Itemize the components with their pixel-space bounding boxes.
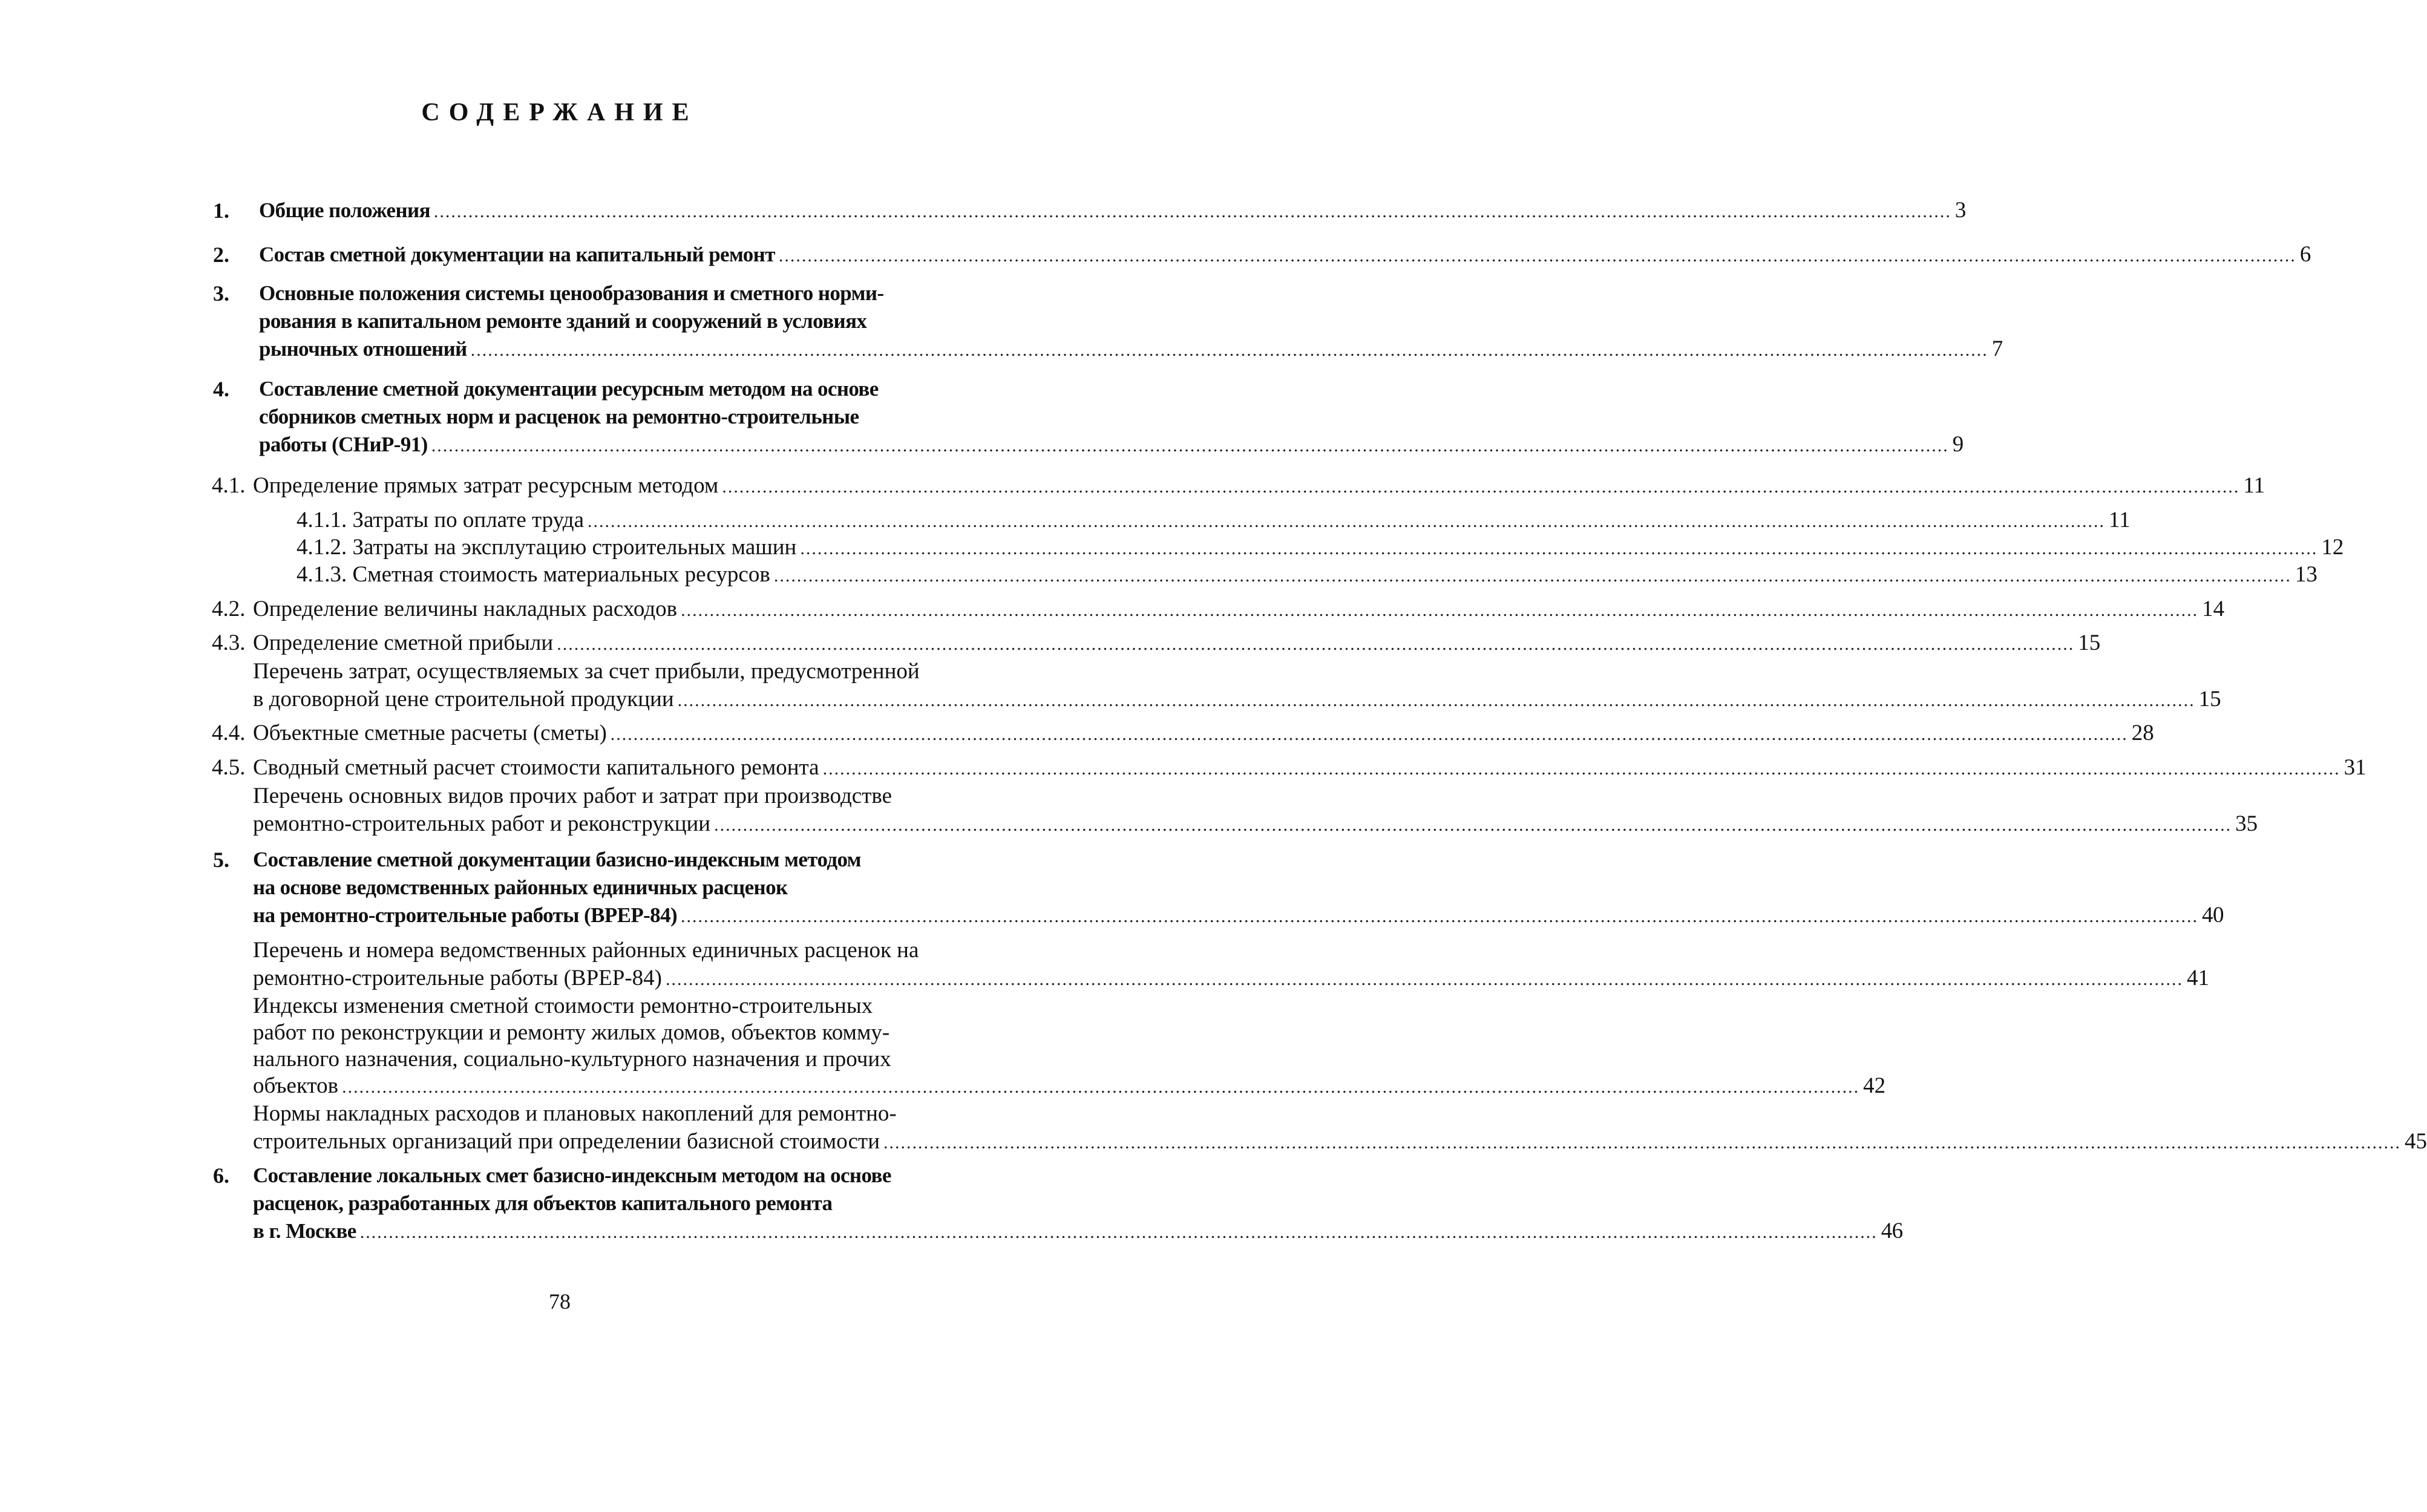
dot-leader: ........................................................................................................................................................................................................................................................................ bbox=[431, 436, 1949, 456]
toc-entry-title-line: нального назначения, социально-культурного назначения и прочих bbox=[253, 1047, 891, 1072]
toc-entry-page: 11 bbox=[2243, 473, 2265, 498]
dot-leader: ........................................................................................................................................................................................................................................................................ bbox=[588, 511, 2106, 531]
dot-leader: ........................................................................................................................................................................................................................................................................ bbox=[800, 538, 2318, 558]
dot-leader: ........................................................................................................................................................................................................................................................................ bbox=[665, 969, 2183, 989]
toc-entry-number: 4.1. bbox=[212, 473, 246, 498]
dot-leader: ........................................................................................................................................................................................................................................................................ bbox=[557, 634, 2075, 654]
toc-entry-page: 31 bbox=[2343, 755, 2366, 780]
toc-entry-title-line: в договорной цене строительной продукции bbox=[253, 687, 674, 712]
toc-entry-title-line: объектов bbox=[253, 1073, 339, 1098]
toc-entry-number: 4.2. bbox=[212, 597, 246, 621]
toc-entry-number: 5. bbox=[213, 848, 229, 872]
dot-leader: ........................................................................................................................................................................................................................................................................ bbox=[778, 246, 2296, 266]
dot-leader: ........................................................................................................................................................................................................................................................................ bbox=[677, 690, 2195, 710]
toc-entry-title-line: Определение величины накладных расходов bbox=[253, 597, 678, 621]
toc-entry-title-line: 4.1.1. Затраты по оплате труда bbox=[296, 508, 585, 532]
toc-entry-page: 42 bbox=[1863, 1073, 1886, 1098]
toc-entry-title-line: ремонтно-строительные работы (ВРЕР-84) bbox=[253, 966, 662, 990]
toc-entry-page: 15 bbox=[2078, 630, 2101, 655]
toc-entry-page: 3 bbox=[1954, 198, 1966, 223]
page-title: СОДЕРЖАНИЕ bbox=[421, 99, 698, 126]
toc-entry-number: 2. bbox=[213, 243, 229, 267]
toc-entry-page: 28 bbox=[2131, 721, 2154, 745]
dot-leader: ........................................................................................................................................................................................................................................................................ bbox=[722, 477, 2240, 497]
toc-entry-page: 6 bbox=[2299, 242, 2311, 267]
toc-entry-page: 45 bbox=[2405, 1129, 2427, 1154]
toc-entry-title-line: Сводный сметный расчет стоимости капитального ремонта bbox=[253, 755, 819, 780]
dot-leader: ........................................................................................................................................................................................................................................................................ bbox=[470, 340, 1988, 360]
toc-entry-title-line: рования в капитальном ремонте зданий и сооружений в условиях bbox=[259, 309, 867, 333]
toc-entry-title-line: работы (СНиР-91) bbox=[259, 433, 428, 456]
dot-leader: ........................................................................................................................................................................................................................................................................ bbox=[342, 1077, 1860, 1097]
toc-entry-title-line: на основе ведомственных районных единичных расценок bbox=[253, 875, 788, 899]
dot-leader: ........................................................................................................................................................................................................................................................................ bbox=[433, 201, 1951, 221]
toc-entry-title-line: сборников сметных норм и расценок на ремонтно-строительные bbox=[259, 405, 859, 428]
toc-entry-number: 4.4. bbox=[212, 721, 246, 745]
toc-entry-title-line: Перечень затрат, осуществляемых за счет прибыли, предусмотренной bbox=[253, 659, 920, 684]
toc-entry-title-line: Определение прямых затрат ресурсным методом bbox=[253, 473, 719, 498]
dot-leader: ........................................................................................................................................................................................................................................................................ bbox=[681, 600, 2199, 620]
toc-entry-page: 9 bbox=[1952, 432, 1964, 457]
toc-entry-number: 4.3. bbox=[212, 630, 246, 655]
toc-entry-title-line: Основные положения системы ценообразования и сметного норми- bbox=[259, 281, 884, 305]
toc-entry-title-line: рыночных отношений bbox=[259, 337, 467, 361]
toc-entry-page: 12 bbox=[2321, 535, 2344, 560]
toc-entry-page: 15 bbox=[2198, 687, 2221, 712]
toc-entry-title-line: Составление сметной документации ресурсным методом на основе bbox=[259, 377, 879, 401]
toc-entry-title-line: 4.1.2. Затраты на эксплутацию строительных машин bbox=[296, 535, 797, 560]
dot-leader: ........................................................................................................................................................................................................................................................................ bbox=[714, 815, 2232, 835]
toc-entry-title-line: расценок, разработанных для объектов капитального ремонта bbox=[253, 1191, 833, 1215]
toc-entry-title-line: Перечень основных видов прочих работ и затрат при производстве bbox=[253, 784, 893, 808]
toc-entry-title-line: ремонтно-строительных работ и реконструкции bbox=[253, 811, 711, 836]
dot-leader: ........................................................................................................................................................................................................................................................................ bbox=[773, 566, 2291, 586]
toc-entry-title-line: Индексы изменения сметной стоимости ремонтно-строительных bbox=[253, 993, 873, 1018]
toc-entry-title-line: Состав сметной документации на капитальный ремонт bbox=[259, 243, 775, 266]
toc-entry-title-line: Нормы накладных расходов и плановых накоплений для ремонтно- bbox=[253, 1101, 897, 1126]
toc-entry-page: 14 bbox=[2202, 597, 2225, 621]
toc-entry-page: 46 bbox=[1881, 1219, 1903, 1243]
toc-entry-title-line: Объектные сметные расчеты (сметы) bbox=[253, 721, 607, 745]
toc-entry-title-line: работ по реконструкции и ремонту жилых домов, объектов комму- bbox=[253, 1020, 890, 1045]
dot-leader: ........................................................................................................................................................................................................................................................................ bbox=[822, 759, 2340, 779]
toc-entry-title-line: Составление сметной документации базисно-индексным методом bbox=[253, 848, 861, 871]
toc-entry-title-line: строительных организаций при определении базисной стоимости bbox=[253, 1129, 880, 1154]
toc-entry-page: 11 bbox=[2109, 508, 2131, 532]
toc-entry-page: 41 bbox=[2186, 966, 2209, 990]
dot-leader: ........................................................................................................................................................................................................................................................................ bbox=[681, 906, 2199, 926]
dot-leader: ........................................................................................................................................................................................................................................................................ bbox=[610, 724, 2128, 744]
toc-entry-page: 40 bbox=[2202, 903, 2224, 928]
toc-entry-title-line: на ремонтно-строительные работы (ВРЕР-84) bbox=[253, 903, 678, 927]
toc-entry-number: 4.5. bbox=[212, 755, 246, 780]
toc-entry-title-line: 4.1.3. Сметная стоимость материальных ресурсов bbox=[296, 562, 770, 587]
toc-entry-title-line: в г. Москве bbox=[253, 1219, 356, 1243]
toc-entry-page: 13 bbox=[2294, 562, 2317, 587]
toc-entry-number: 4. bbox=[213, 377, 229, 401]
toc-entry-page: 35 bbox=[2235, 811, 2258, 836]
toc-entry-number: 3. bbox=[213, 281, 229, 306]
toc-entry-title-line: Перечень и номера ведомственных районных единичных расценок на bbox=[253, 938, 919, 963]
toc-entry-page: 7 bbox=[1991, 336, 2003, 361]
toc-entry-number: 6. bbox=[213, 1163, 229, 1188]
toc-entry-title-line: Составление локальных смет базисно-индексным методом на основе bbox=[253, 1163, 891, 1187]
dot-leader: ........................................................................................................................................................................................................................................................................ bbox=[359, 1222, 1878, 1242]
toc-entry-number: 1. bbox=[213, 198, 229, 223]
toc-entry-title-line: Общие положения bbox=[259, 198, 430, 222]
dot-leader: ........................................................................................................................................................................................................................................................................ bbox=[883, 1133, 2402, 1153]
page-number: 78 bbox=[549, 1289, 571, 1314]
toc-entry-title-line: Определение сметной прибыли bbox=[253, 630, 554, 655]
